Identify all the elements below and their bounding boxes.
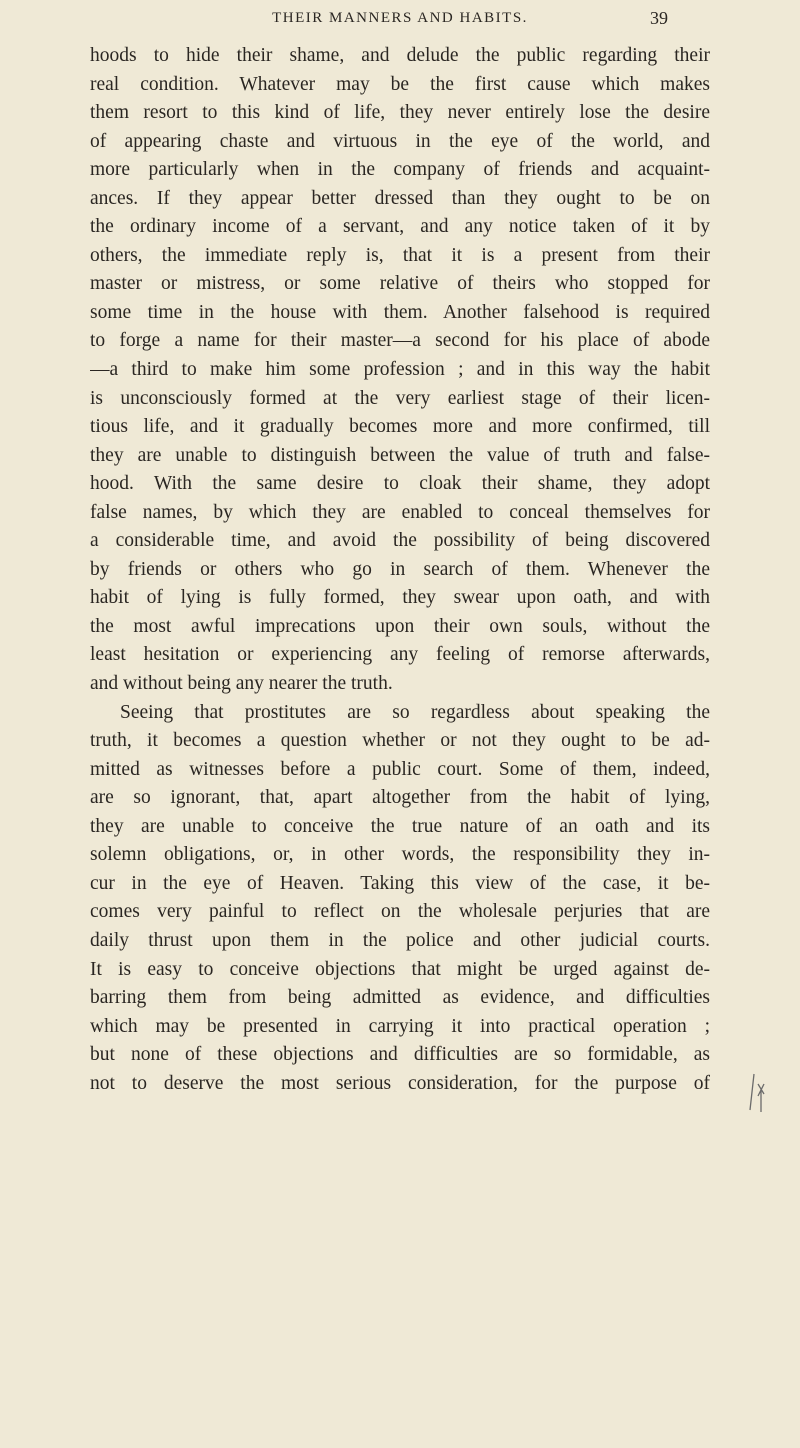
text-line: mitted as witnesses before a public court. Some of them, indeed, (90, 758, 710, 780)
text-line: more particularly when in the company of friends and acquaint- (90, 159, 710, 181)
text-line: least hesitation or experiencing any feeling of remorse afterwards, (90, 644, 710, 666)
text-line: false names, by which they are enabled to conceal themselves for (90, 501, 710, 523)
page-number: 39 (650, 8, 668, 28)
text-line: which may be presented in carrying it into practical operation ; (90, 1015, 710, 1037)
text-line: truth, it becomes a question whether or not they ought to be ad- (90, 730, 710, 752)
text-line: a considerable time, and avoid the possibility of being discovered (90, 530, 710, 552)
text-line: the ordinary income of a servant, and any notice taken of it by (90, 216, 710, 238)
text-line: is unconsciously formed at the very earliest stage of their licen- (90, 387, 710, 409)
text-line: are so ignorant, that, apart altogether from the habit of lying, (90, 787, 710, 809)
text-line: by friends or others who go in search of them. Whenever the (90, 558, 710, 580)
text-line: not to deserve the most serious consideration, for the purpose of (90, 1072, 710, 1094)
text-line: but none of these objections and difficulties are so formidable, as (90, 1044, 710, 1066)
paragraph-end-line: and without being any nearer the truth. (90, 673, 393, 695)
text-line: they are unable to distinguish between the value of truth and false- (90, 444, 710, 466)
text-line: solemn obligations, or, in other words, the responsibility they in- (90, 844, 710, 866)
text-line: real condition. Whatever may be the first cause which makes (90, 73, 710, 95)
text-line: habit of lying is fully formed, they swear upon oath, and with (90, 587, 710, 609)
text-line: barring them from being admitted as evidence, and difficulties (90, 987, 710, 1009)
text-line: —a third to make him some profession ; and in this way the habit (90, 359, 710, 381)
text-line: It is easy to conceive objections that might be urged against de- (90, 958, 710, 980)
text-line: comes very painful to reflect on the wholesale perjuries that are (90, 901, 710, 923)
text-line: they are unable to conceive the true nature of an oath and its (90, 815, 710, 837)
text-line: the most awful imprecations upon their own souls, without the (90, 615, 710, 637)
text-line: tious life, and it gradually becomes more and more confirmed, till (90, 416, 710, 438)
running-title: THEIR MANNERS AND HABITS. (272, 10, 528, 26)
text-line: others, the immediate reply is, that it is a present from their (90, 244, 710, 266)
text-line: ances. If they appear better dressed than they ought to be on (90, 187, 710, 209)
paragraph-start-line: Seeing that prostitutes are so regardless about speaking the (120, 701, 710, 723)
text-line: daily thrust upon them in the police and other judicial courts. (90, 929, 710, 951)
text-line: cur in the eye of Heaven. Taking this view of the case, it be- (90, 872, 710, 894)
text-line: hood. With the same desire to cloak their shame, they adopt (90, 473, 710, 495)
text-line: some time in the house with them. Another falsehood is required (90, 301, 710, 323)
text-line: to forge a name for their master—a second for his place of abode (90, 330, 710, 352)
body-text (90, 42, 710, 1098)
text-line: hoods to hide their shame, and delude the public regarding their (90, 45, 710, 66)
text-line: of appearing chaste and virtuous in the eye of the world, and (90, 130, 710, 152)
text-line: master or mistress, or some relative of theirs who stopped for (90, 273, 710, 295)
text-line: them resort to this kind of life, they never entirely lose the desire (90, 102, 710, 124)
margin-annotation-mark (748, 1070, 768, 1114)
